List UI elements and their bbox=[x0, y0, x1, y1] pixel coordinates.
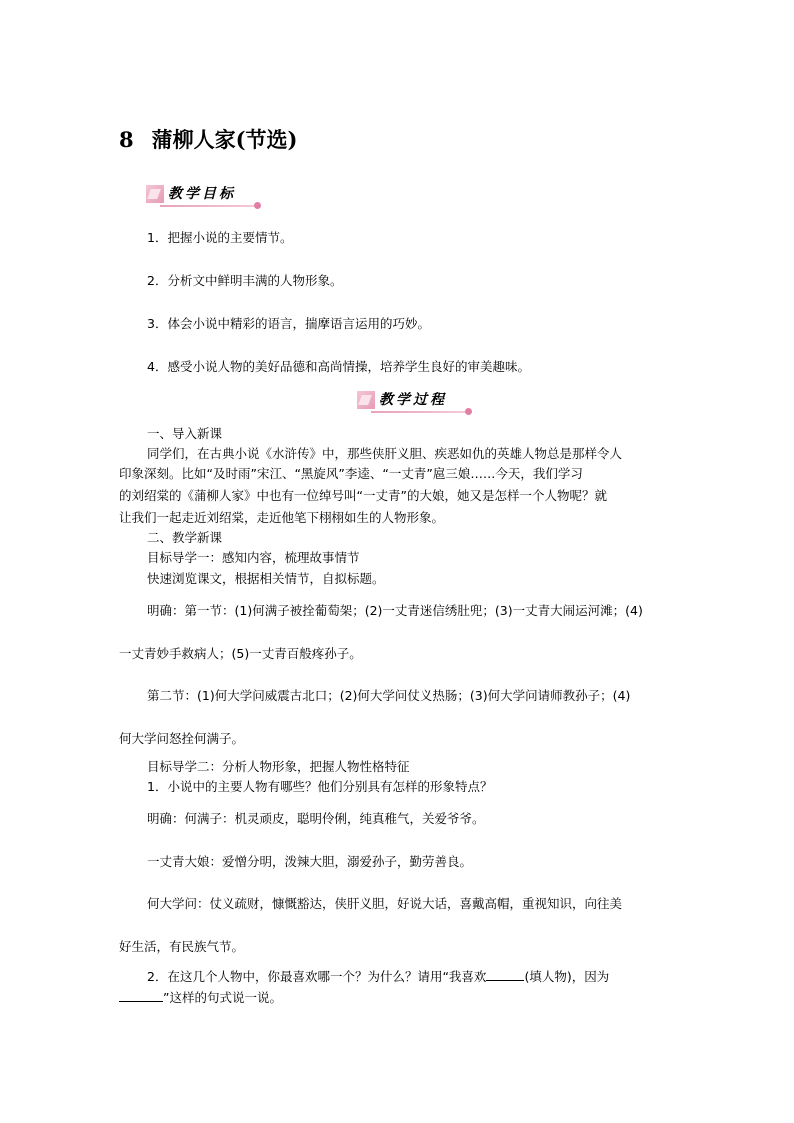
answer5-line-1: 何大学问：仗义疏财，慷慨豁达，侠肝义胆，好说大话，喜戴高帽，重视知识，向往美 bbox=[147, 896, 623, 911]
question-2-part-2: (填人物)，因为 bbox=[524, 969, 610, 984]
answer3: 明确：何满子：机灵顽皮，聪明伶俐，纯真稚气，关爱爷爷。 bbox=[147, 811, 485, 826]
question-2-part-1: 2．在这几个人物中，你最喜欢哪一个？为什么？请用“我喜欢 bbox=[147, 969, 487, 984]
answer1-line-1: 明确：第一节：(1)何满子被拴葡萄架；(2)一丈青迷信绣肚兜；(3)一丈青大闹运河滩；(4) bbox=[147, 603, 643, 618]
answer2-line-2: 何大学问怒拴何满子。 bbox=[119, 731, 245, 746]
banner-tab-decoration bbox=[146, 185, 164, 203]
goal-item-1: 1．把握小说的主要情节。 bbox=[147, 230, 293, 245]
intro-line-4: 让我们一起走近刘绍棠，走近他笔下栩栩如生的人物形象。 bbox=[119, 510, 445, 525]
banner-underline bbox=[371, 411, 467, 413]
question-2-line-2 bbox=[119, 989, 282, 1006]
lesson-title-text: 蒲柳人家(节选) bbox=[151, 127, 298, 152]
section-banner-process bbox=[357, 389, 477, 415]
question-2-line-1 bbox=[147, 968, 609, 985]
answer1-line-2: 一丈青妙手救病人；(5)一丈青百般疼孙子。 bbox=[119, 646, 362, 661]
section-label-process: 教学过程 bbox=[379, 392, 447, 408]
goal1-heading: 目标导学一：感知内容，梳理故事情节 bbox=[147, 550, 360, 565]
fill-in-blank bbox=[119, 989, 163, 1002]
goal1-task: 快速浏览课文，根据相关情节，自拟标题。 bbox=[147, 571, 385, 586]
goal2-heading: 目标导学二：分析人物形象，把握人物性格特征 bbox=[147, 759, 410, 774]
intro-heading: 一、导入新课 bbox=[147, 426, 223, 441]
banner-tab-decoration bbox=[357, 391, 375, 409]
intro-line-2: 印象深刻。比如“及时雨”宋江、“黑旋风”李逵、“一丈青”扈三娘……今天，我们学习 bbox=[119, 466, 583, 481]
banner-underline bbox=[160, 205, 256, 207]
section-banner-goals bbox=[146, 183, 266, 209]
new-lesson-heading: 二、教学新课 bbox=[147, 530, 223, 545]
answer5-line-2: 好生活，有民族气节。 bbox=[119, 939, 245, 954]
fill-in-blank bbox=[486, 968, 524, 981]
intro-line-3: 的刘绍棠的《蒲柳人家》中也有一位绰号叫“一丈青”的大娘，她又是怎样一个人物呢？就 bbox=[119, 488, 607, 503]
goal-item-3: 3．体会小说中精彩的语言，揣摩语言运用的巧妙。 bbox=[147, 316, 430, 331]
banner-dot bbox=[254, 202, 261, 209]
lesson-number: 8 bbox=[119, 127, 134, 152]
question-2-part-3: ”这样的句式说一说。 bbox=[163, 990, 282, 1005]
intro-line-1: 同学们，在古典小说《水浒传》中，那些侠肝义胆、疾恶如仇的英雄人物总是那样令人 bbox=[147, 446, 623, 461]
answer2-line-1: 第二节：(1)何大学问威震古北口；(2)何大学问仗义热肠；(3)何大学问请师教孙子；(4) bbox=[147, 688, 631, 703]
goal-item-4: 4．感受小说人物的美好品德和高尚情操，培养学生良好的审美趣味。 bbox=[147, 359, 530, 374]
question-1: 1．小说中的主要人物有哪些？他们分别具有怎样的形象特点？ bbox=[147, 779, 493, 794]
section-label-goals: 教学目标 bbox=[168, 186, 236, 202]
answer4: 一丈青大娘：爱憎分明，泼辣大胆，溺爱孙子，勤劳善良。 bbox=[147, 854, 473, 869]
lesson-title bbox=[119, 124, 298, 154]
banner-dot bbox=[465, 408, 472, 415]
goal-item-2: 2．分析文中鲜明丰满的人物形象。 bbox=[147, 273, 343, 288]
